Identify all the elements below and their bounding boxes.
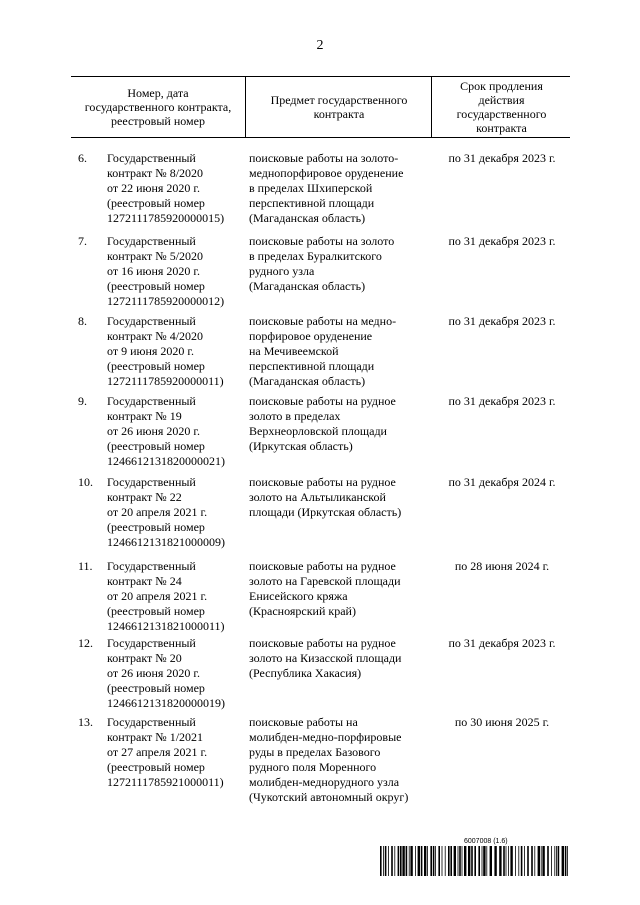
barcode-bar <box>418 846 420 876</box>
barcode-bar <box>521 846 523 876</box>
barcode-bar <box>421 846 423 876</box>
barcode-bar <box>383 846 384 876</box>
barcode-bar <box>391 846 393 876</box>
barcode-bar <box>385 846 387 876</box>
row-number: 6. <box>78 151 87 165</box>
header-contract-subject: Предмет государственного контракта <box>245 77 432 137</box>
barcode-bar <box>462 846 463 876</box>
row-contract: Государственный контракт № 8/2020 от 22 июня 2020 г. (реестровый номер 1272111785920000015) <box>107 151 225 225</box>
table-header <box>71 76 570 138</box>
row-number: 8. <box>78 314 87 328</box>
row-number: 9. <box>78 394 87 408</box>
barcode-bar <box>409 846 410 876</box>
barcode-bar <box>442 846 443 876</box>
row-term: по 31 декабря 2023 г. <box>448 636 556 650</box>
barcode-bar <box>400 846 402 876</box>
barcode-bar <box>415 846 416 876</box>
row-number: 13. <box>78 715 93 729</box>
row-contract: Государственный контракт № 19 от 26 июня 2020 г. (реестровый номер 1246612131820000021) <box>107 394 225 468</box>
barcode-bar <box>459 846 461 876</box>
header-contract-number: Номер, дата государственного контракта, реестровый номер <box>84 86 232 128</box>
row-contract: Государственный контракт № 5/2020 от 16 июня 2020 г. (реестровый номер 1272111785920000012) <box>107 234 225 308</box>
barcode-bar <box>518 846 519 876</box>
barcode-bar <box>538 846 540 876</box>
barcode-bar <box>490 846 492 876</box>
row-term: по 31 декабря 2023 г. <box>448 234 556 248</box>
row-number: 7. <box>78 234 87 248</box>
barcode-bar <box>435 846 436 876</box>
barcode-bar <box>380 846 382 876</box>
barcode-bar <box>454 846 456 876</box>
barcode-bar <box>510 846 512 876</box>
barcode-area <box>380 838 570 888</box>
row-subject: поисковые работы на золото- меднопорфировое оруденение в пределах Шхиперской перспективной площади (Магаданская область) <box>249 151 404 225</box>
barcode-bar <box>494 846 496 876</box>
barcode-bar <box>531 846 533 876</box>
barcode-bar <box>483 846 485 876</box>
barcode-bar <box>450 846 452 876</box>
barcode-bar <box>458 846 459 876</box>
row-subject: поисковые работы на золото в пределах Буралкитского рудного узла (Магаданская область) <box>249 234 395 293</box>
barcode-bar <box>506 846 507 876</box>
barcode-bar <box>438 846 440 876</box>
barcode-bar <box>486 846 487 876</box>
row-contract: Государственный контракт № 1/2021 от 27 апреля 2021 г. (реестровый номер 1272111785921000011) <box>107 715 224 789</box>
barcode-bar <box>556 846 557 876</box>
barcode-bar <box>424 846 426 876</box>
row-term: по 30 июня 2025 г. <box>454 715 550 729</box>
barcode-text: 6007008 (1.6) <box>464 838 508 845</box>
row-contract: Государственный контракт № 20 от 26 июня 2020 г. (реестровый номер 1246612131820000019) <box>107 636 225 710</box>
barcode-bar <box>527 846 529 876</box>
barcode-bar <box>515 846 516 876</box>
barcode-bar <box>468 846 470 876</box>
barcode-bar <box>565 846 567 876</box>
barcode-bar <box>402 846 404 876</box>
barcode-bar <box>503 846 505 876</box>
barcode-bar <box>448 846 450 876</box>
barcode-bar <box>445 846 446 876</box>
barcode-bar <box>478 846 480 876</box>
barcode-bar <box>388 846 389 876</box>
row-subject: поисковые работы на рудное золото на Альтыликанской площади (Иркутская область) <box>249 475 402 519</box>
barcode-bar <box>482 846 483 876</box>
row-contract: Государственный контракт № 22 от 20 апреля 2021 г. (реестровый номер 1246612131821000009) <box>107 475 225 549</box>
row-term: по 31 декабря 2023 г. <box>448 151 556 165</box>
page-number: 2 <box>316 38 324 53</box>
barcode-bar <box>398 846 400 876</box>
barcode-bar <box>471 846 473 876</box>
row-contract: Государственный контракт № 4/2020 от 9 июня 2020 г. (реестровый номер 1272111785920000011) <box>107 314 224 388</box>
barcode-bar <box>427 846 428 876</box>
barcode-bar <box>542 846 544 876</box>
row-subject: поисковые работы на медно- порфировое оруденение на Мечивеемской перспективной площади (Магаданская область) <box>249 314 397 388</box>
row-subject: поисковые работы на молибден-медно-порфировые руды в пределах Базового рудного поля Моренного молибден-меднорудного узла (Чукотский автономный округ) <box>249 715 409 804</box>
row-term: по 31 декабря 2023 г. <box>448 394 556 408</box>
row-contract: Государственный контракт № 24 от 20 апреля 2021 г. (реестровый номер 1246612131821000011) <box>107 559 225 633</box>
barcode-bar <box>541 846 542 876</box>
barcode-bar <box>394 846 395 876</box>
barcode-bar <box>433 846 435 876</box>
barcode-bar <box>534 846 535 876</box>
barcode-bar <box>567 846 568 876</box>
barcode-bar <box>562 846 564 876</box>
barcode-bar <box>464 846 466 876</box>
barcode-bar <box>406 846 408 876</box>
barcode-bar <box>499 846 501 876</box>
barcode-bar <box>430 846 432 876</box>
barcode-bar <box>554 846 555 876</box>
row-number: 12. <box>78 636 93 650</box>
row-term: по 31 декабря 2024 г. <box>448 475 556 489</box>
row-subject: поисковые работы на рудное золото на Гаревской площади Енисейского кряжа (Красноярский край) <box>249 559 401 618</box>
row-subject: поисковые работы на рудное золото в пределах Верхнеорловской площади (Иркутская область) <box>249 394 396 453</box>
barcode-bar <box>547 846 549 876</box>
barcode-icon <box>380 846 568 876</box>
barcode-bar <box>410 846 412 876</box>
barcode-bar <box>508 846 509 876</box>
header-extension-term: Срок продления действия государственного контракта <box>431 77 571 137</box>
row-term: по 28 июня 2024 г. <box>454 559 550 573</box>
row-term: по 31 декабря 2023 г. <box>448 314 556 328</box>
row-subject: поисковые работы на рудное золото на Кизасской площади (Республика Хакасия) <box>249 636 402 680</box>
barcode-bar <box>558 846 560 876</box>
barcode-bar <box>524 846 525 876</box>
row-number: 10. <box>78 475 93 489</box>
barcode-bar <box>551 846 552 876</box>
row-number: 11. <box>78 559 93 573</box>
barcode-bar <box>474 846 476 876</box>
